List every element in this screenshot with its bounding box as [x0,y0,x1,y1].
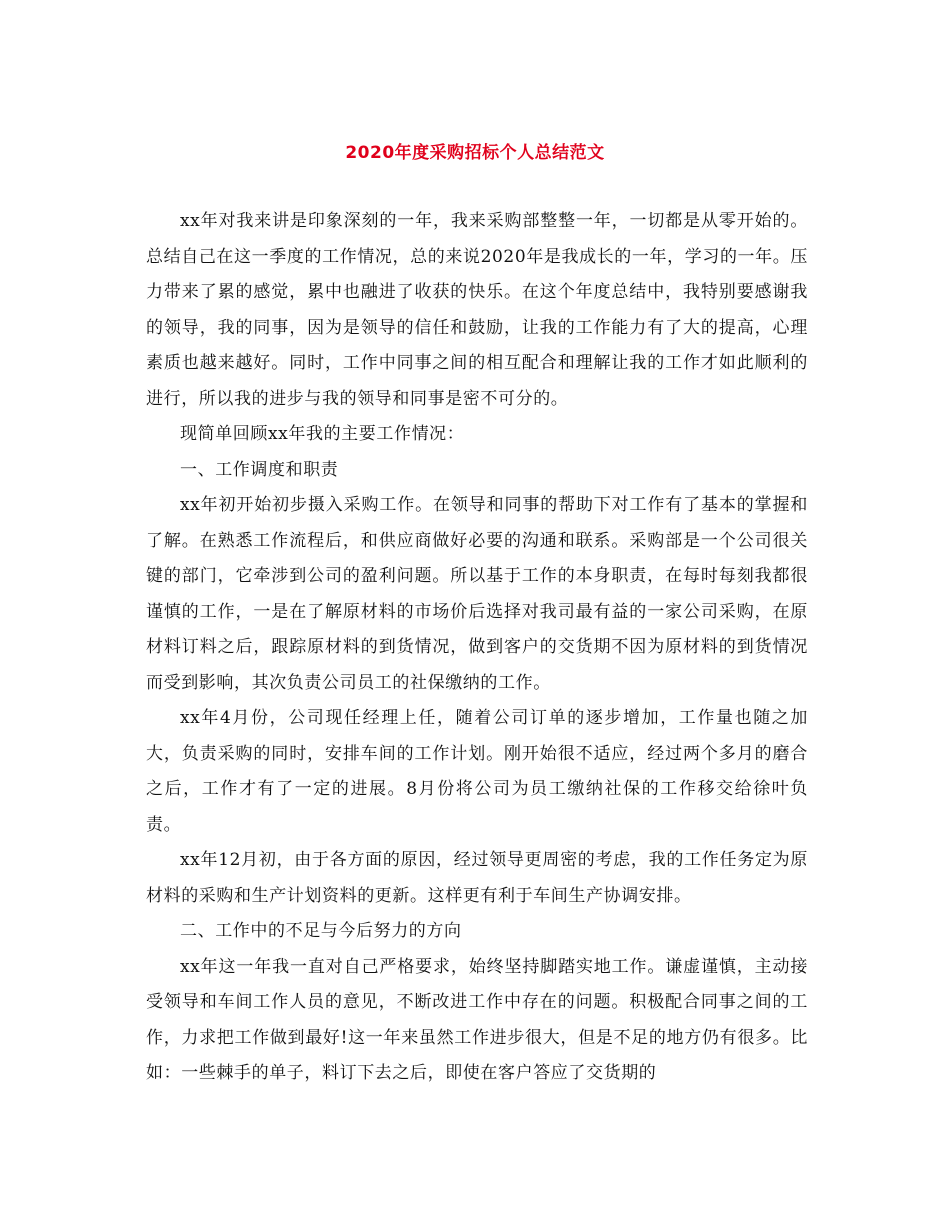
paragraph-early-year: xx年初开始初步摄入采购工作。在领导和同事的帮助下对工作有了基本的掌握和了解。在熟悉工作流程后，和供应商做好必要的沟通和联系。采购部是一个公司很关键的部门，它牵涉到公司的盈利问题。所以基于工作的本身职责，在每时每刻我都很谨慎的工作，一是在了解原材料的市场价后选择对我司最有益的一家公司采购，在原材料订料之后，跟踪原材料的到货情况，做到客户的交货期不因为原材料的到货情况而受到影响，其次负责公司员工的社保缴纳的工作。 [146,495,808,693]
document-title: 2020年度采购招标个人总结范文 [345,143,605,163]
paragraph-self-requirements: xx年这一年我一直对自己严格要求，始终坚持脚踏实地工作。谦虚谨慎，主动接受领导和车间工作人员的意见，不断改进工作中存在的问题。积极配合同事之间的工作，力求把工作做到最好!这一年来虽然工作进步很大，但是不足的地方仍有很多。比如：一些棘手的单子，料订下去之后，即使在客户答应了交货期的 [146,956,808,1083]
paragraph-review-intro: 现简单回顾xx年我的主要工作情况： [180,424,465,444]
section-heading-duties: 一、工作调度和职责 [180,459,339,480]
document-body [146,204,808,1092]
paragraph-april: xx年4月份，公司现任经理上任，随着公司订单的逐步增加，工作量也随之加大，负责采购的同时，安排车间的工作计划。刚开始很不适应，经过两个多月的磨合之后，工作才有了一定的进展。8月份将公司为员工缴纳社保的工作移交给徐叶负责。 [146,708,808,835]
section-heading-shortcomings: 二、工作中的不足与今后努力的方向 [180,921,462,941]
paragraph-intro: xx年对我来讲是印象深刻的一年，我来采购部整整一年，一切都是从零开始的。总结自己在这一季度的工作情况，总的来说2020年是我成长的一年，学习的一年。压力带来了累的感觉，累中也融进了收获的快乐。在这个年度总结中，我特别要感谢我的领导，我的同事，因为是领导的信任和鼓励，让我的工作能力有了大的提高，心理素质也越来越好。同时，工作中同事之间的相互配合和理解让我的工作才如此顺利的进行，所以我的进步与我的领导和同事是密不可分的。 [146,211,808,409]
paragraph-december: xx年12月初，由于各方面的原因，经过领导更周密的考虑，我的工作任务定为原材料的采购和生产计划资料的更新。这样更有利于车间生产协调安排。 [146,850,808,906]
